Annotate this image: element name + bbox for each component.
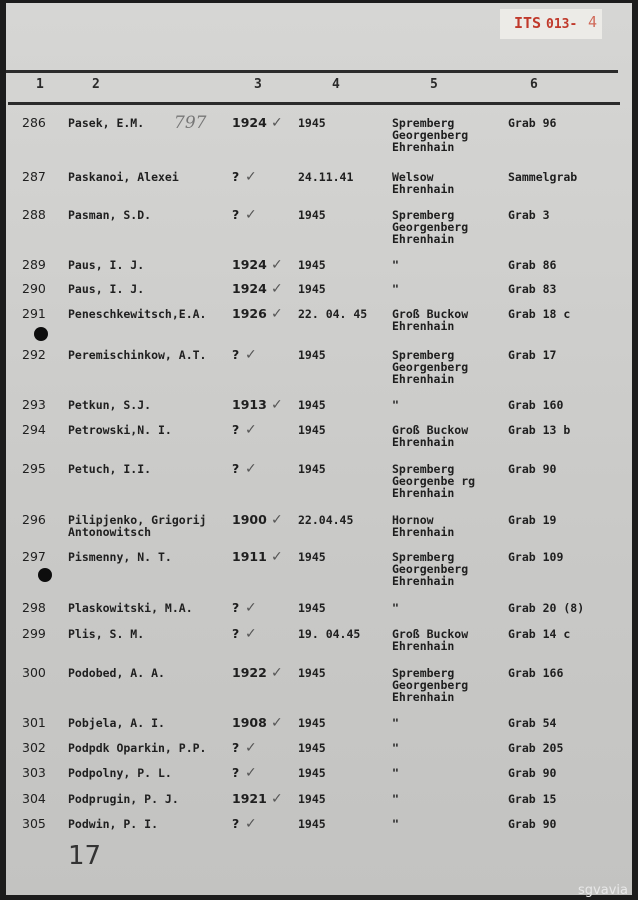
row-death-date: 1945 (298, 423, 326, 437)
row-birth-year: ? (232, 626, 240, 641)
checkmark-icon: ✓ (271, 115, 283, 131)
row-death-date: 22. 04. 45 (298, 307, 368, 321)
checkmark-icon: ✓ (245, 207, 257, 223)
row-birth-year: ? (232, 816, 240, 831)
row-grave: Grab 90 (508, 766, 557, 780)
row-burial-place: " (392, 741, 399, 755)
row-number: 300 (22, 665, 46, 680)
row-burial-place: " (392, 817, 399, 831)
row-birth-year: 1924 (232, 257, 267, 272)
row-death-date: 1945 (298, 666, 326, 680)
row-burial-place: Welsow Ehrenhain (392, 170, 455, 196)
row-number: 303 (22, 765, 46, 780)
row-number: 297 (22, 549, 46, 564)
row-grave: Grab 13 b (508, 423, 571, 437)
row-grave: Grab 17 (508, 348, 557, 362)
row-burial-place: " (392, 766, 399, 780)
checkmark-icon: ✓ (245, 740, 257, 756)
row-name: Podpdk Oparkin, P.P. (68, 741, 207, 755)
row-name: Pilipjenko, Grigorij Antonowitsch (68, 513, 207, 539)
row-grave: Grab 96 (508, 116, 557, 130)
row-name: Petuch, I.I. (68, 462, 152, 476)
row-name: Pasek, E.M. (68, 116, 145, 130)
checkmark-icon: ✓ (245, 347, 257, 363)
row-name: Peremischinkow, A.T. (68, 348, 207, 362)
checkmark-icon: ✓ (245, 600, 257, 616)
row-burial-place: Groß Buckow Ehrenhain (392, 627, 469, 653)
row-grave: Grab 109 (508, 550, 564, 564)
row-name: Podpolny, P. L. (68, 766, 172, 780)
row-grave: Grab 15 (508, 792, 557, 806)
row-grave: Grab 90 (508, 817, 557, 831)
row-name: Podprugin, P. J. (68, 792, 179, 806)
row-name: Peneschkewitsch,E.A. (68, 307, 207, 321)
row-grave: Grab 90 (508, 462, 557, 476)
row-birth-year: ? (232, 347, 240, 362)
row-number: 294 (22, 422, 46, 437)
row-death-date: 1945 (298, 601, 326, 615)
row-birth-year: 1913 (232, 397, 267, 412)
row-name: Paus, I. J. (68, 282, 145, 296)
watermark: sgvavia (578, 883, 628, 898)
row-birth-year: ? (232, 169, 240, 184)
row-name: Pismenny, N. T. (68, 550, 172, 564)
row-birth-year: ? (232, 740, 240, 755)
row-birth-year: 1900 (232, 512, 267, 527)
row-death-date: 1945 (298, 716, 326, 730)
row-death-date: 1945 (298, 550, 326, 564)
row-number: 301 (22, 715, 46, 730)
row-birth-year: ? (232, 600, 240, 615)
row-number: 292 (22, 347, 46, 362)
row-death-date: 1945 (298, 817, 326, 831)
row-birth-year: ? (232, 207, 240, 222)
row-number: 298 (22, 600, 46, 615)
row-death-date: 1945 (298, 258, 326, 272)
row-number: 302 (22, 740, 46, 755)
row-grave: Grab 54 (508, 716, 557, 730)
row-death-date: 1945 (298, 741, 326, 755)
row-death-date: 24.11.41 (298, 170, 354, 184)
checkmark-icon: ✓ (271, 306, 283, 322)
punch-hole (38, 568, 52, 582)
row-burial-place: " (392, 716, 399, 730)
punch-hole (34, 327, 48, 341)
checkmark-icon: ✓ (271, 257, 283, 273)
checkmark-icon: ✓ (245, 765, 257, 781)
checkmark-icon: ✓ (245, 626, 257, 642)
row-grave: Sammelgrab (508, 170, 578, 184)
checkmark-icon: ✓ (271, 512, 283, 528)
row-burial-place: Groß Buckow Ehrenhain (392, 423, 469, 449)
row-birth-year: 1911 (232, 549, 267, 564)
row-number: 288 (22, 207, 46, 222)
row-birth-year: 1926 (232, 306, 267, 321)
row-burial-place: Spremberg Georgenberg Ehrenhain (392, 116, 469, 154)
row-burial-place: " (392, 792, 399, 806)
column-number-3: 3 (254, 77, 262, 92)
row-birth-year: 1908 (232, 715, 267, 730)
handwritten-page-mark: 17 (68, 841, 102, 871)
row-grave: Grab 18 c (508, 307, 571, 321)
row-number: 291 (22, 306, 46, 321)
row-name: Petrowski,N. I. (68, 423, 172, 437)
row-burial-place: " (392, 282, 399, 296)
column-number-5: 5 (430, 77, 438, 92)
checkmark-icon: ✓ (271, 397, 283, 413)
row-burial-place: Spremberg Georgenberg Ehrenhain (392, 348, 469, 386)
row-grave: Grab 19 (508, 513, 557, 527)
row-burial-place: " (392, 601, 399, 615)
row-number: 296 (22, 512, 46, 527)
document-page (6, 3, 632, 895)
row-name: Plaskowitski, M.A. (68, 601, 193, 615)
row-number: 299 (22, 626, 46, 641)
row-burial-place: Spremberg Georgenbe rg Ehrenhain (392, 462, 476, 500)
row-name: Petkun, S.J. (68, 398, 152, 412)
row-burial-place: Spremberg Georgenberg Ehrenhain (392, 666, 469, 704)
stamp-number: 013- (546, 17, 578, 32)
handwritten-note: 797 (174, 113, 207, 133)
row-grave: Grab 20 (8) (508, 601, 585, 615)
row-number: 287 (22, 169, 46, 184)
row-death-date: 1945 (298, 792, 326, 806)
row-death-date: 1945 (298, 116, 326, 130)
checkmark-icon: ✓ (271, 549, 283, 565)
row-number: 289 (22, 257, 46, 272)
column-number-4: 4 (332, 77, 340, 92)
row-burial-place: Spremberg Georgenberg Ehrenhain (392, 208, 469, 246)
row-name: Podwin, P. I. (68, 817, 159, 831)
row-death-date: 1945 (298, 398, 326, 412)
checkmark-icon: ✓ (271, 715, 283, 731)
row-burial-place: Hornow Ehrenhain (392, 513, 455, 539)
row-death-date: 1945 (298, 208, 326, 222)
row-birth-year: 1921 (232, 791, 267, 806)
row-grave: Grab 14 c (508, 627, 571, 641)
row-grave: Grab 205 (508, 741, 564, 755)
row-death-date: 1945 (298, 282, 326, 296)
checkmark-icon: ✓ (271, 281, 283, 297)
row-name: Paus, I. J. (68, 258, 145, 272)
row-grave: Grab 160 (508, 398, 564, 412)
row-number: 304 (22, 791, 46, 806)
row-burial-place: " (392, 258, 399, 272)
header-rule (8, 102, 620, 105)
checkmark-icon: ✓ (271, 791, 283, 807)
row-number: 295 (22, 461, 46, 476)
archive-stamp (500, 9, 602, 39)
row-grave: Grab 83 (508, 282, 557, 296)
row-death-date: 1945 (298, 462, 326, 476)
row-birth-year: 1924 (232, 115, 267, 130)
row-burial-place: " (392, 398, 399, 412)
checkmark-icon: ✓ (245, 816, 257, 832)
row-birth-year: 1922 (232, 665, 267, 680)
row-number: 293 (22, 397, 46, 412)
stamp-its: ITS (514, 14, 542, 32)
row-burial-place: Spremberg Georgenberg Ehrenhain (392, 550, 469, 588)
stamp-handwritten-number: 4 (588, 13, 598, 31)
row-number: 286 (22, 115, 46, 130)
row-name: Pasman, S.D. (68, 208, 152, 222)
row-birth-year: ? (232, 461, 240, 476)
row-death-date: 1945 (298, 348, 326, 362)
row-birth-year: 1924 (232, 281, 267, 296)
row-burial-place: Groß Buckow Ehrenhain (392, 307, 469, 333)
row-death-date: 22.04.45 (298, 513, 354, 527)
row-name: Plis, S. M. (68, 627, 145, 641)
row-death-date: 19. 04.45 (298, 627, 361, 641)
row-number: 290 (22, 281, 46, 296)
column-number-2: 2 (92, 77, 100, 92)
top-rule (6, 70, 618, 73)
row-name: Pobjela, A. I. (68, 716, 165, 730)
checkmark-icon: ✓ (245, 461, 257, 477)
checkmark-icon: ✓ (271, 665, 283, 681)
checkmark-icon: ✓ (245, 169, 257, 185)
row-grave: Grab 86 (508, 258, 557, 272)
row-grave: Grab 166 (508, 666, 564, 680)
row-death-date: 1945 (298, 766, 326, 780)
row-birth-year: ? (232, 422, 240, 437)
column-number-1: 1 (36, 77, 44, 92)
checkmark-icon: ✓ (245, 422, 257, 438)
row-grave: Grab 3 (508, 208, 550, 222)
column-number-6: 6 (530, 77, 538, 92)
row-name: Paskanoi, Alexei (68, 170, 179, 184)
row-birth-year: ? (232, 765, 240, 780)
row-name: Podobed, A. A. (68, 666, 165, 680)
row-number: 305 (22, 816, 46, 831)
